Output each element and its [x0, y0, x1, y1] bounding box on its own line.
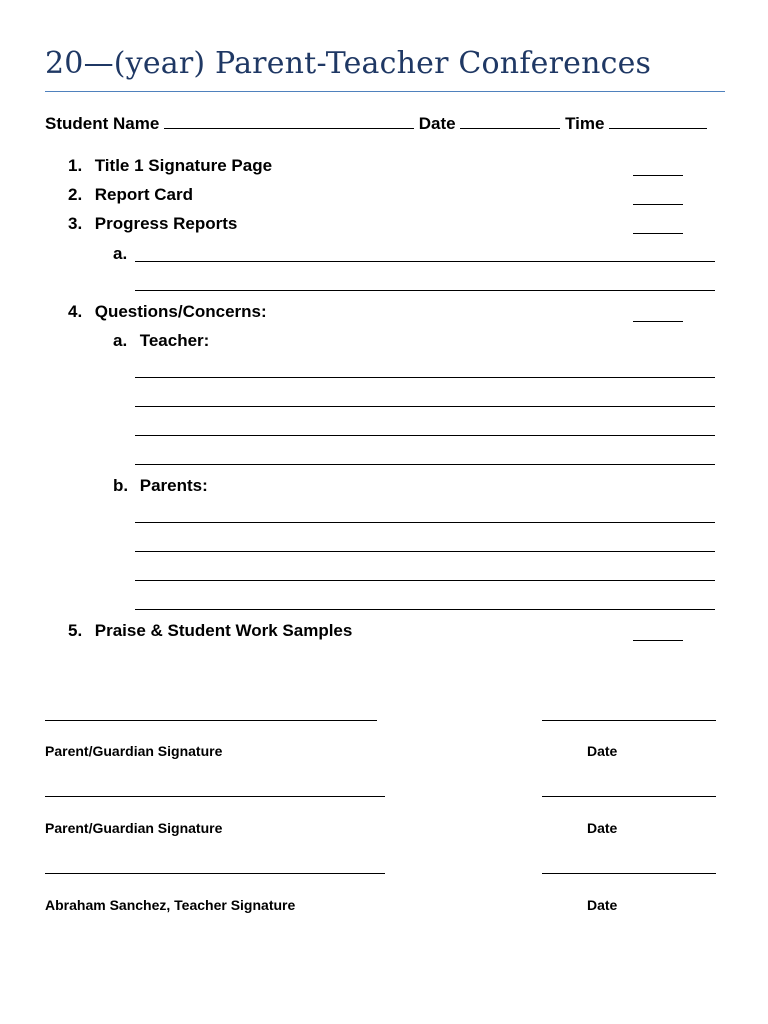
date-field[interactable] — [460, 114, 560, 129]
checklist-item-label: Progress Reports — [94, 214, 238, 233]
teacher-notes-line-2[interactable] — [135, 406, 715, 407]
checklist-item-label: Questions/Concerns: — [94, 302, 267, 321]
signature-label-teacher: Abraham Sanchez, Teacher Signature — [45, 897, 296, 913]
checklist-item-praise: 5. Praise & Student Work Samples — [68, 621, 353, 640]
progress-notes-line-2[interactable] — [135, 290, 715, 291]
parents-subheading: b. Parents: — [113, 476, 208, 495]
signature-label-parent-2: Parent/Guardian Signature — [45, 820, 223, 836]
teacher-notes-line-3[interactable] — [135, 435, 715, 436]
checklist-item-label: Praise & Student Work Samples — [94, 621, 353, 640]
teacher-notes-line-4[interactable] — [135, 464, 715, 465]
date-label-parent-2: Date — [587, 820, 618, 836]
checkbox-line-report-card[interactable] — [633, 204, 683, 205]
progress-sub-a-letter: a. — [113, 244, 128, 263]
date-line-parent-1[interactable] — [542, 720, 716, 721]
parents-notes-line-1[interactable] — [135, 522, 715, 523]
signature-label-parent-1: Parent/Guardian Signature — [45, 743, 223, 759]
signature-line-teacher[interactable] — [45, 873, 385, 874]
checklist-item-questions: 4. Questions/Concerns: — [68, 302, 267, 321]
page-title: 20—(year) Parent-Teacher Conferences — [45, 46, 652, 81]
date-label-parent-1: Date — [587, 743, 618, 759]
student-name-field[interactable] — [164, 114, 414, 129]
checklist-item-title1: 1. Title 1 Signature Page — [68, 156, 273, 175]
checkbox-line-questions[interactable] — [633, 321, 683, 322]
student-info-line — [45, 114, 707, 134]
checkbox-line-praise[interactable] — [633, 640, 683, 641]
title-divider — [45, 91, 725, 92]
date-line-parent-2[interactable] — [542, 796, 716, 797]
teacher-notes-line-1[interactable] — [135, 377, 715, 378]
checklist-item-progress-reports: 3. Progress Reports — [68, 214, 238, 233]
checklist-item-label: Title 1 Signature Page — [94, 156, 273, 175]
parents-notes-line-2[interactable] — [135, 551, 715, 552]
student-name-label: Student Name — [45, 114, 160, 133]
time-label: Time — [565, 114, 605, 133]
date-line-teacher[interactable] — [542, 873, 716, 874]
checkbox-line-progress-reports[interactable] — [633, 233, 683, 234]
date-label: Date — [418, 114, 456, 133]
progress-notes-line-1[interactable] — [135, 261, 715, 262]
parents-notes-line-4[interactable] — [135, 609, 715, 610]
checklist-item-label: Report Card — [94, 185, 193, 204]
checkbox-line-title1[interactable] — [633, 175, 683, 176]
signature-line-parent-2[interactable] — [45, 796, 385, 797]
teacher-subheading: a. Teacher: — [113, 331, 210, 350]
time-field[interactable] — [609, 114, 707, 129]
parents-notes-line-3[interactable] — [135, 580, 715, 581]
signature-line-parent-1[interactable] — [45, 720, 377, 721]
checklist-item-report-card: 2. Report Card — [68, 185, 193, 204]
date-label-teacher: Date — [587, 897, 618, 913]
